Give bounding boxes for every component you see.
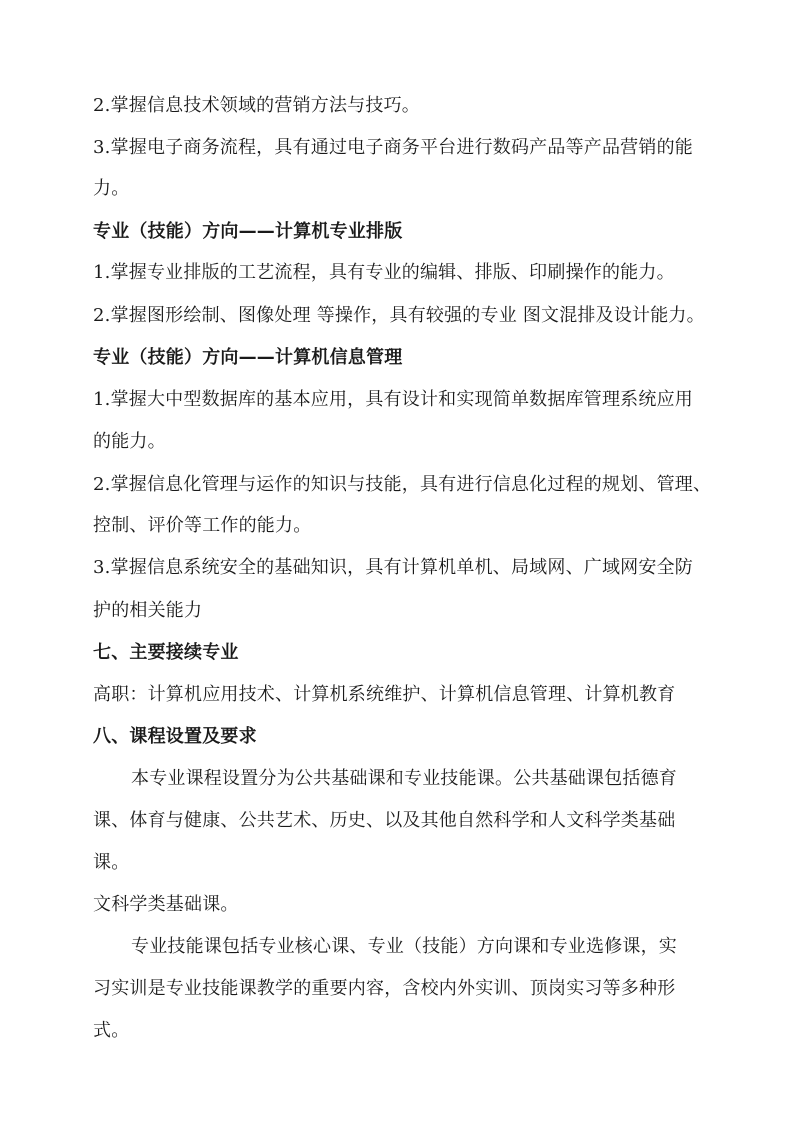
text-line: 控制、评价等工作的能力。 xyxy=(93,515,312,536)
section-heading: 专业（技能）方向——计算机专业排版 xyxy=(93,221,403,242)
text-line: 的能力。 xyxy=(93,431,166,452)
section-heading: 专业（技能）方向——计算机信息管理 xyxy=(93,347,403,368)
chapter-heading: 七、主要接续专业 xyxy=(93,642,239,663)
text-line: 高职：计算机应用技术、计算机系统维护、计算机信息管理、计算机教育 xyxy=(93,684,676,705)
text-line: 2.掌握图形绘制、图像处理 等操作，具有较强的专业 图文混排及设计能力。 xyxy=(93,305,705,326)
text-line: 课。 xyxy=(93,852,130,873)
text-line: 习实训是专业技能课教学的重要内容，含校内外实训、顶岗实习等多种形 xyxy=(93,978,676,999)
text-line: 式。 xyxy=(93,1020,130,1041)
paragraph-first-line: 专业技能课包括专业核心课、专业（技能）方向课和专业选修课，实 xyxy=(131,936,677,957)
text-line: 课、体育与健康、公共艺术、历史、以及其他自然科学和人文科学类基础 xyxy=(93,810,676,831)
text-line: 3.掌握信息系统安全的基础知识，具有计算机单机、局域网、广域网安全防 xyxy=(93,557,693,578)
text-line: 力。 xyxy=(93,178,130,199)
text-line: 2.掌握信息技术领域的营销方法与技巧。 xyxy=(93,95,420,116)
text-line: 1.掌握专业排版的工艺流程，具有专业的编辑、排版、印刷操作的能力。 xyxy=(93,262,675,283)
text-line: 护的相关能力 xyxy=(93,600,203,621)
text-line: 文科学类基础课。 xyxy=(93,894,239,915)
text-line: 3.掌握电子商务流程，具有通过电子商务平台进行数码产品等产品营销的能 xyxy=(93,137,693,158)
paragraph-first-line: 本专业课程设置分为公共基础课和专业技能课。公共基础课包括德育 xyxy=(131,768,677,789)
text-line: 1.掌握大中型数据库的基本应用，具有设计和实现简单数据库管理系统应用 xyxy=(93,389,693,410)
chapter-heading: 八、课程设置及要求 xyxy=(93,726,257,747)
text-line: 2.掌握信息化管理与运作的知识与技能，具有进行信息化过程的规划、管理、 xyxy=(93,474,712,495)
